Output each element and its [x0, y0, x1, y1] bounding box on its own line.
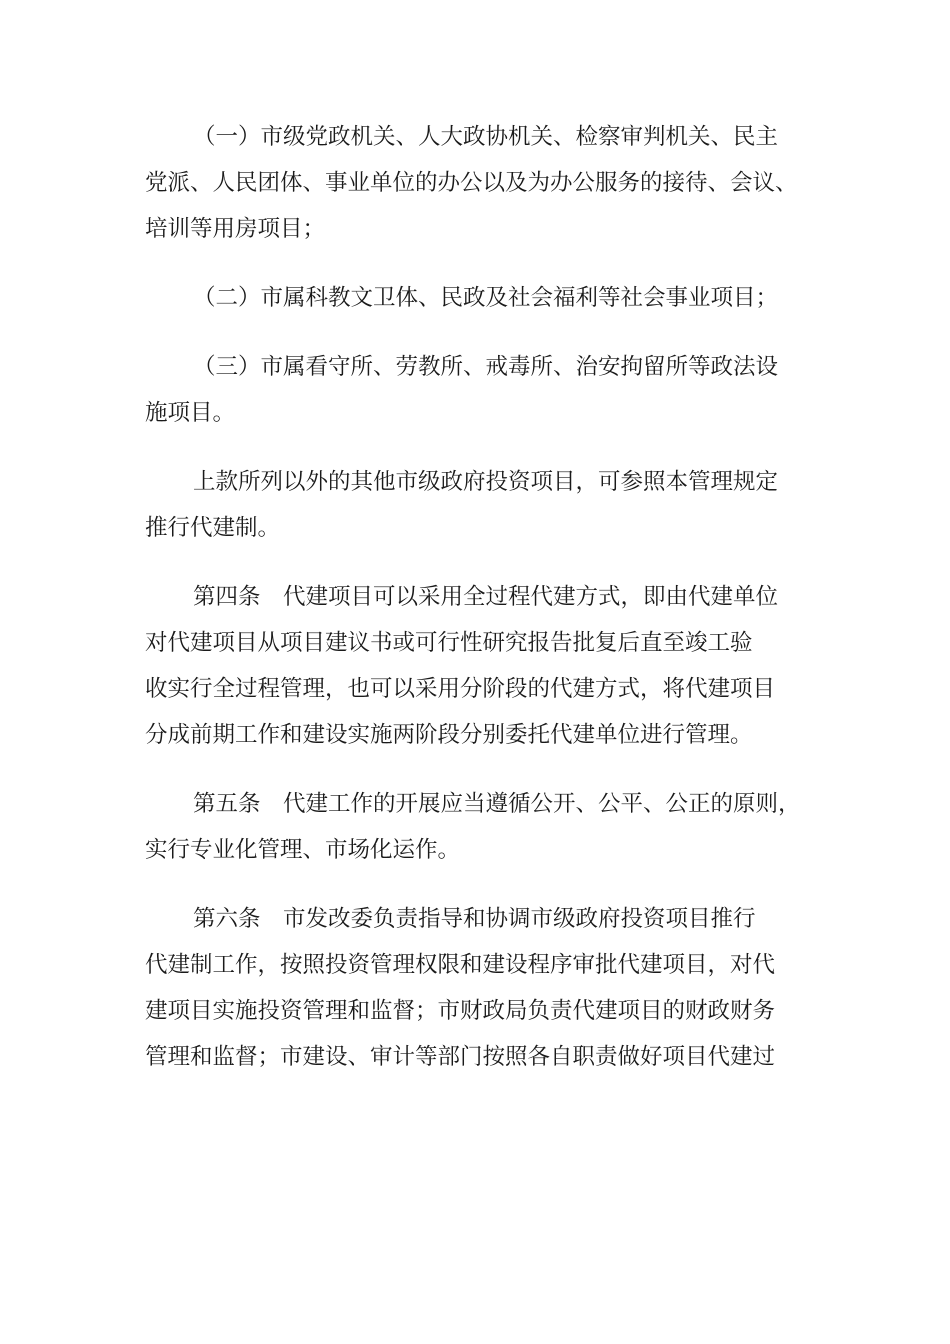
text-line: 实行专业化管理、市场化运作。 [145, 837, 461, 863]
paragraph-article-4 [145, 574, 810, 758]
paragraph-article-6 [145, 896, 810, 1080]
paragraph-article-5 [145, 781, 810, 873]
text-line: 建项目实施投资管理和监督；市财政局负责代建项目的财政财务 [145, 998, 776, 1024]
text-line: 党派、人民团体、事业单位的办公以及为办公服务的接待、会议、 [145, 170, 798, 196]
text-line: 分成前期工作和建设实施两阶段分别委托代建单位进行管理。 [145, 722, 753, 748]
text-line: 施项目。 [145, 400, 236, 426]
paragraph-item-2 [145, 275, 810, 321]
text-line: 推行代建制。 [145, 515, 281, 541]
text-line: 对代建项目从项目建议书或可行性研究报告批复后直至竣工验 [145, 630, 753, 656]
document-page [145, 114, 810, 1080]
paragraph-item-3 [145, 344, 810, 436]
text-line: 培训等用房项目； [145, 216, 326, 242]
text-line: 第五条 代建工作的开展应当遵循公开、公平、公正的原则， [193, 791, 801, 817]
paragraph-item-1 [145, 114, 810, 252]
paragraph-other-projects [145, 459, 810, 551]
text-line: 收实行全过程管理，也可以采用分阶段的代建方式，将代建项目 [145, 676, 776, 702]
text-line: 第四条 代建项目可以采用全过程代建方式，即由代建单位 [193, 584, 779, 610]
text-line: 上款所列以外的其他市级政府投资项目，可参照本管理规定 [193, 469, 779, 495]
text-line: （二）市属科教文卫体、民政及社会福利等社会事业项目； [193, 285, 779, 311]
text-line: 管理和监督；市建设、审计等部门按照各自职责做好项目代建过 [145, 1044, 776, 1070]
text-line: （一）市级党政机关、人大政协机关、检察审判机关、民主 [193, 124, 779, 150]
text-line: 第六条 市发改委负责指导和协调市级政府投资项目推行 [193, 906, 756, 932]
text-line: 代建制工作，按照投资管理权限和建设程序审批代建项目，对代 [145, 952, 776, 978]
text-line: （三）市属看守所、劳教所、戒毒所、治安拘留所等政法设 [193, 354, 779, 380]
